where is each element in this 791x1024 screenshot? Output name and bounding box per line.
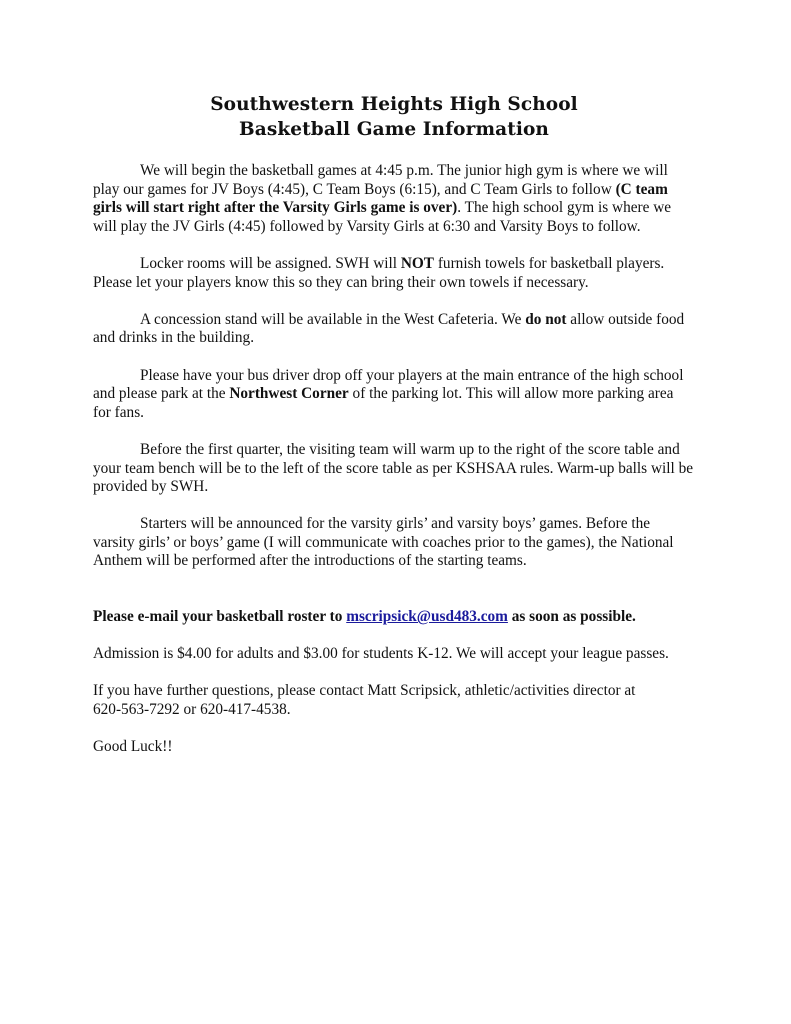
roster-email-link[interactable]: mscripsick@usd483.com [346,608,508,626]
parking-text-2: of the parking lot. This will allow more parking area for fans. [93,385,674,421]
locker-room-paragraph [93,255,695,292]
contact-phone-numbers: 620-563-7292 or 620-417-4538. [93,701,291,719]
document-header [93,92,695,142]
concession-text-1: A concession stand will be available in the West Cafeteria. We [140,310,526,328]
parking-paragraph [93,367,695,423]
document-title: Basketball Game Information [239,119,549,140]
contact-line-1: If you have further questions, please contact Matt Scripsick, athletic/activities director at [93,682,636,700]
locker-text-1: Locker rooms will be assigned. SWH will [140,254,401,272]
contact-paragraph [93,682,695,719]
parking-text-1: Please have your bus driver drop off your players at the main entrance of the high school and please park at the [93,366,684,403]
warmup-paragraph: Before the first quarter, the visiting team will warm up to the right of the score table and your team bench will be to the left of the score table as per KSHSAA rules. Warm-up balls will be provided by SWH. [93,440,694,496]
concession-paragraph [93,311,695,348]
starters-paragraph: Starters will be announced for the varsity girls’ and varsity boys’ games. Before the varsity girls’ or boys’ game (I will communicate with coaches prior to the games), the National Anthem will be performed after the introductions of the starting teams. [93,515,674,570]
roster-text-after: as soon as possible. [507,608,636,626]
schedule-text-1: We will begin the basketball games at 4:45 p.m. The junior high gym is where we will play our games for JV Boys (4:45), C Team Boys (6:15), and C Team Girls to follow [93,162,668,198]
schedule-bold-note: (C team girls will start right after the Varsity Girls game is over) [93,180,668,217]
school-title: Southwestern Heights High School [210,94,578,115]
roster-request-paragraph [93,608,695,627]
concession-bold-do-not: do not [525,310,567,328]
closing-line: Good Luck!! [93,738,173,756]
admission-paragraph: Admission is $4.00 for adults and $3.00 for students K-12. We will accept your league passes. [93,645,669,663]
game-schedule-paragraph [93,162,695,236]
locker-text-2: furnish towels for basketball players. Please let your players know this so they can bring their own towels if necessary. [93,254,665,291]
schedule-text-2: . The high school gym is where we will play the JV Girls (4:45) followed by Varsity Girls at 6:30 and Varsity Boys to follow. [93,199,672,235]
concession-text-2: allow outside food and drinks in the building. [93,310,685,347]
locker-bold-not: NOT [400,254,435,272]
parking-bold-corner: Northwest Corner [229,385,349,403]
roster-text-before: Please e-mail your basketball roster to [93,608,347,626]
document-page [93,92,695,775]
